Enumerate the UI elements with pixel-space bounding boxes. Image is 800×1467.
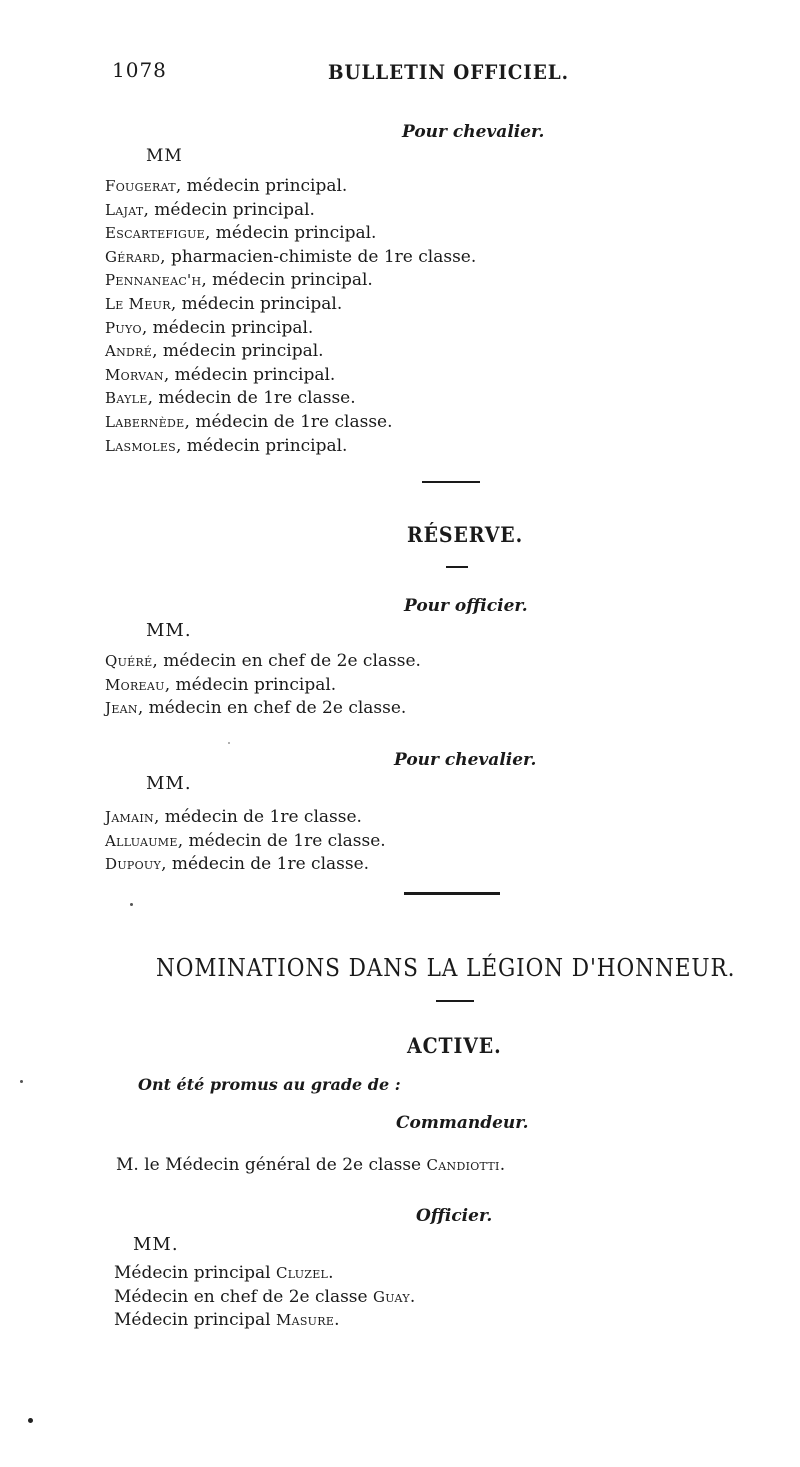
chevalier-list [105, 175, 476, 458]
reserve-chevalier-list [105, 806, 386, 877]
person-name: Pennaneac'h [105, 271, 202, 290]
list-item: Dupouy, médecin de 1re classe. [105, 854, 370, 875]
person-name: Masure [275, 1311, 335, 1330]
person-name: Quéré [105, 652, 153, 670]
subheading-pour-chevalier: Pour chevalier. [402, 122, 545, 142]
person-name: Le Meur [105, 294, 171, 313]
person-name: Jamain [105, 808, 154, 826]
separator-rule [446, 566, 468, 568]
person-name: Dupouy [105, 855, 162, 874]
list-item: Quéré, médecin en chef de 2e classe. [105, 651, 421, 671]
person-name: Gérard [105, 247, 161, 266]
separator-rule [422, 481, 480, 483]
list-item: Morvan, médecin principal. [105, 364, 336, 385]
mm-label: MM. [133, 1234, 179, 1255]
person-name: Puyo [105, 318, 142, 337]
subheading-pour-chevalier-reserve: Pour chevalier. [394, 750, 537, 770]
person-name: André [105, 342, 153, 361]
person-name: Morvan [105, 365, 164, 384]
commandeur-line: M. le Médecin général de 2e classe Candiotti. [116, 1155, 506, 1175]
list-item: Médecin principal Cluzel. [114, 1263, 334, 1283]
list-item: Pennaneac'h, médecin principal. [105, 270, 373, 291]
person-name: Fougerat [105, 177, 176, 195]
person-name: Lajat [105, 200, 144, 219]
person-name: Candiotti [426, 1156, 500, 1174]
promus-line: Ont été promus au grade de : [138, 1075, 401, 1094]
page-number: 1078 [112, 58, 167, 82]
scan-speck [130, 903, 133, 906]
list-item: Le Meur, médecin principal. [105, 293, 343, 314]
nominations-officier-list [114, 1262, 415, 1333]
list-item: Moreau, médecin principal. [105, 674, 337, 695]
subheading-pour-officier: Pour officier. [404, 596, 528, 616]
person-name: Moreau [105, 675, 165, 694]
list-item: Bayle, médecin de 1re classe. [105, 388, 356, 409]
running-title: BULLETIN OFFICIEL. [328, 60, 569, 84]
person-name: Guay [373, 1287, 410, 1306]
mm-label: MM [146, 146, 183, 166]
list-item: Médecin principal Masure. [114, 1310, 340, 1331]
mm-label: MM. [146, 773, 192, 794]
nominations-heading: NOMINATIONS DANS LA LÉGION D'HONNEUR. [156, 954, 736, 982]
scan-speck [20, 1080, 23, 1083]
person-name: Lasmoles [105, 436, 176, 455]
mm-label: MM. [146, 620, 192, 641]
list-item: André, médecin principal. [105, 341, 324, 362]
scan-speck [28, 1418, 33, 1423]
subheading-officier: Officier. [416, 1206, 493, 1226]
separator-rule [436, 1000, 474, 1002]
list-item: Lasmoles, médecin principal. [105, 435, 348, 456]
list-item: Jean, médecin en chef de 2e classe. [105, 698, 407, 719]
list-item: Jamain, médecin de 1re classe. [105, 807, 362, 827]
reserve-officier-list [105, 650, 421, 721]
list-item: Lajat, médecin principal. [105, 199, 315, 220]
list-item: Labernède, médecin de 1re classe. [105, 411, 393, 432]
list-item: Puyo, médecin principal. [105, 317, 314, 338]
person-name: Labernède [105, 412, 185, 431]
reserve-heading: RÉSERVE. [407, 522, 524, 547]
list-item: Gérard, pharmacien-chimiste de 1re classe. [105, 246, 477, 267]
list-item: Alluaume, médecin de 1re classe. [105, 830, 386, 851]
scan-speck [228, 742, 230, 744]
subheading-commandeur: Commandeur. [396, 1113, 529, 1133]
person-name: Alluaume [105, 831, 178, 850]
person-name: Jean [105, 699, 138, 718]
person-name: Cluzel [275, 1264, 329, 1282]
list-item: Escartefigue, médecin principal. [105, 223, 377, 244]
list-item: Fougerat, médecin principal. [105, 176, 348, 196]
list-item: Médecin en chef de 2e classe Guay. [114, 1286, 416, 1307]
active-heading: ACTIVE. [407, 1033, 502, 1058]
section-rule [404, 892, 500, 895]
person-name: Bayle [105, 389, 148, 408]
person-name: Escartefigue [105, 224, 205, 243]
